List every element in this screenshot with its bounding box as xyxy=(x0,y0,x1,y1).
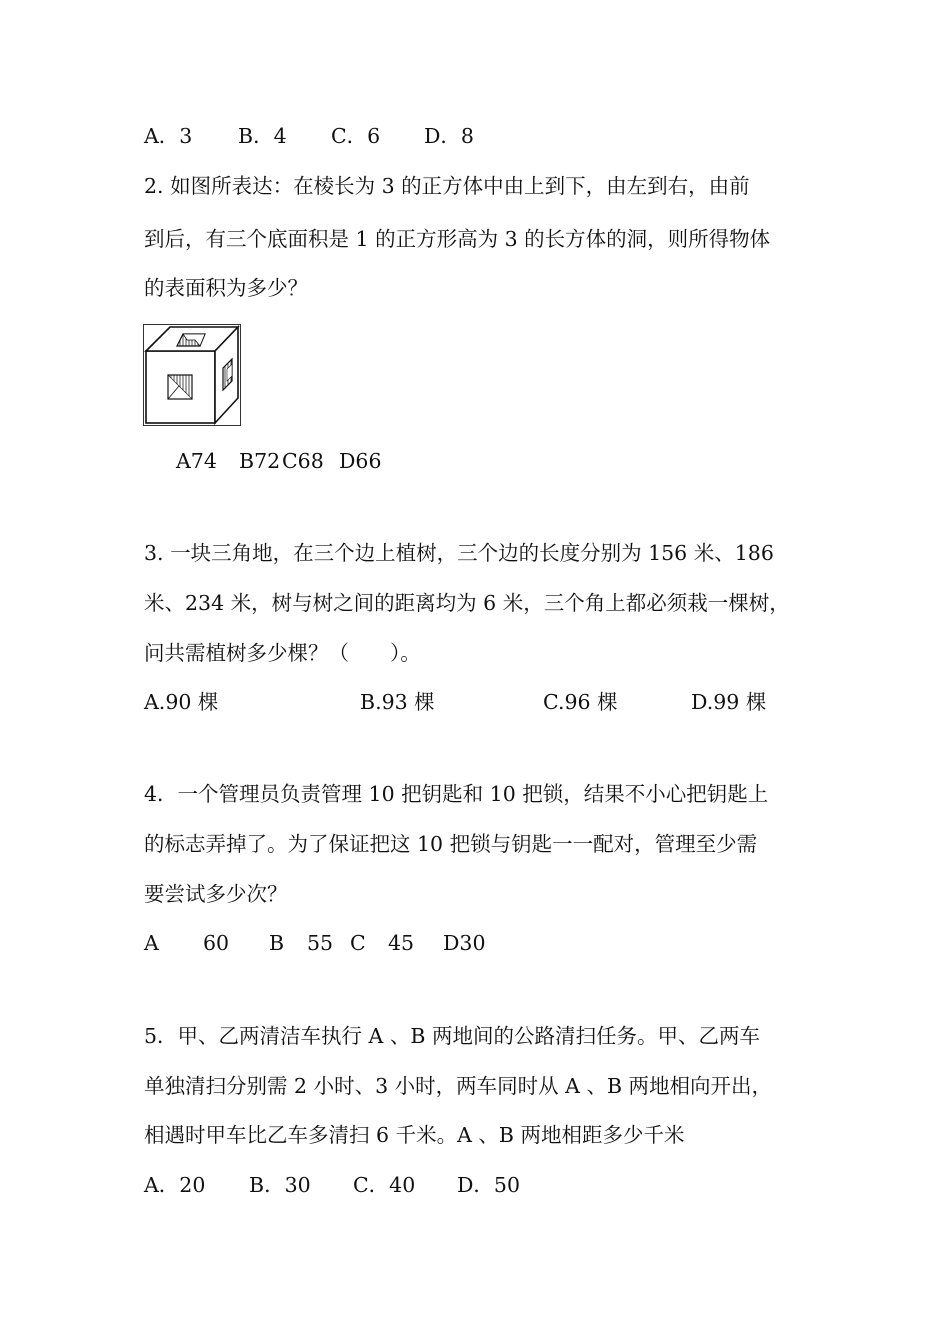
q3-option-d: D.99 棵 xyxy=(691,690,767,714)
q4-text-line-1: 4．一个管理员负责管理 10 把钥匙和 10 把锁，结果不小心把钥匙上 xyxy=(144,782,769,806)
q2-text-line-1: 2. 如图所表达：在棱长为 3 的正方体中由上到下，由左到右，由前 xyxy=(144,174,750,198)
q3-option-a: A.90 棵 xyxy=(144,690,219,714)
q5-option-d: D．50 xyxy=(457,1173,521,1197)
q4-text-line-3: 要尝试多少次？ xyxy=(144,882,288,906)
q5-option-c: C．40 xyxy=(353,1173,416,1197)
q5-text-line-2: 单独清扫分别需 2 小时、3 小时，两车同时从 A 、B 两地相向开出， xyxy=(144,1074,773,1098)
q2-option-a: A74 xyxy=(176,449,217,473)
q2-option-d: D66 xyxy=(339,449,382,473)
q2-text-line-3: 的表面积为多少？ xyxy=(144,276,308,300)
q2-text-line-2: 到后，有三个底面积是 1 的正方形高为 3 的长方体的洞，则所得物体 xyxy=(144,227,771,251)
q4-text-line-2: 的标志弄掉了。为了保证把这 10 把锁与钥匙一一配对，管理至少需 xyxy=(144,832,758,856)
q5-text-line-1: 5．甲、乙两清洁车执行 A 、B 两地间的公路清扫任务。甲、乙两车 xyxy=(144,1024,760,1048)
q1-option-c: C．6 xyxy=(331,124,381,148)
q5-option-a: A．20 xyxy=(144,1173,206,1197)
q5-option-b: B．30 xyxy=(249,1173,311,1197)
q3-text-line-3: 问共需植树多少棵？（ ）。 xyxy=(144,641,421,665)
q5-text-line-3: 相遇时甲车比乙车多清扫 6 千米。A 、B 两地相距多少千米 xyxy=(144,1123,685,1147)
q3-option-c: C.96 棵 xyxy=(543,690,618,714)
q4-option-a-value: 60 xyxy=(203,931,230,955)
q4-option-b-label: B xyxy=(269,931,285,955)
q1-option-b: B．4 xyxy=(238,124,287,148)
q4-option-d: D30 xyxy=(443,931,486,955)
q1-option-a: A．3 xyxy=(144,124,193,148)
q4-option-c-value: 45 xyxy=(388,931,415,955)
q2-option-b: B72 xyxy=(239,449,281,473)
cube-with-holes-figure xyxy=(143,324,241,426)
q4-option-c-label: C xyxy=(350,931,366,955)
q1-option-d: D．8 xyxy=(424,124,474,148)
q3-text-line-1: 3. 一块三角地，在三个边上植树，三个边的长度分别为 156 米、186 xyxy=(144,541,774,565)
q4-option-a-label: A xyxy=(144,931,159,955)
q3-option-b: B.93 棵 xyxy=(360,690,435,714)
q3-text-line-2: 米、234 米，树与树之间的距离均为 6 米，三个角上都必须栽一棵树， xyxy=(144,591,790,615)
q4-option-b-value: 55 xyxy=(307,931,334,955)
q2-option-c: C68 xyxy=(282,449,324,473)
